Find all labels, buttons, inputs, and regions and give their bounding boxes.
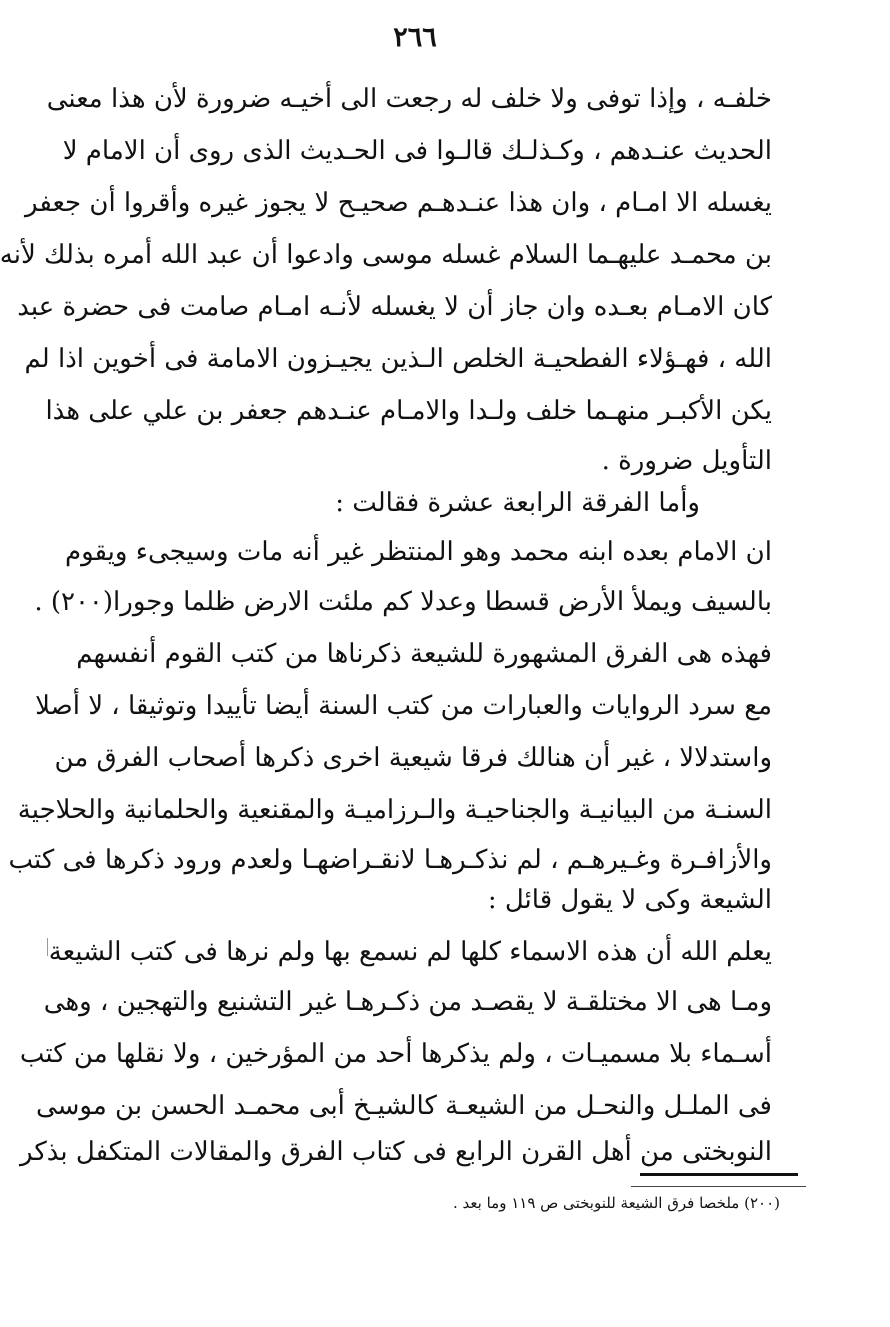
- text-line-6: الله ، فهـؤلاء الفطحيـة الخلص الـذين يجيـزون الامامة فى أخوين اذا لم: [24, 344, 772, 374]
- text-line-7: يكن الأكبـر منهـما خلف ولـدا والامـام عنـدهم جعفر بن علي على هذا: [45, 396, 772, 426]
- text-line-17: الشيعة وكى لا يقول قائل :: [487, 885, 772, 915]
- text-line-18: يعلم الله أن هذه الاسماء كلها لم نسمع بها ولم نرها فى كتب الشيعة: [48, 937, 772, 967]
- text-line-3: يغسله الا امـام ، وان هذا عنـدهـم صحيـح لا يجوز غيره وأقروا أن جعفر: [24, 188, 772, 218]
- text-line-8: التأويل ضرورة .: [601, 446, 772, 476]
- text-line-16: والأزافـرة وغـيرهـم ، لم نذكـرهـا لانقـراضهـا ولعدم ورود ذكرها فى كتب: [8, 845, 772, 875]
- text-line-1: خلفـه ، وإذا توفى ولا خلف له رجعت الى أخيـه ضرورة لأن هذا معنى: [46, 84, 772, 114]
- page-number: ٢٦٦: [393, 22, 437, 53]
- text-line-19: ومـا هى الا مختلقـة لا يقصـد من ذكـرهـا غير التشنيع والتهجين ، وهى: [43, 987, 772, 1017]
- text-line-10: ان الامام بعده ابنه محمد وهو المنتظر غير أنه مات وسيجىء ويقوم: [64, 537, 772, 567]
- text-line-20: أسـماء بلا مسميـات ، ولم يذكرها أحد من المؤرخين ، ولا نقلها من كتب: [19, 1039, 772, 1069]
- text-line-15: السنـة من البيانيـة والجناحيـة والـرزاميـة والمقنعية والحلمانية والحلاجية: [17, 795, 772, 825]
- text-line-21: فى الملـل والنحـل من الشيعـة كالشيـخ أبى محمـد الحسن بن موسى: [35, 1091, 772, 1121]
- text-line-12: فهذه هى الفرق المشهورة للشيعة ذكرناها من كتب القوم أنفسهم: [76, 639, 772, 669]
- text-line-22: النوبختى من أهل القرن الرابع فى كتاب الفرق والمقالات المتكفل بذكر: [20, 1137, 772, 1167]
- text-line-11: بالسيف ويملأ الأرض قسطا وعدلا كم ملئت الارض ظلما وجورا(٢٠٠) .: [34, 587, 772, 617]
- text-line-13: مع سرد الروايات والعبارات من كتب السنة أيضا تأييدا وتوثيقا ، لا أصلا: [35, 691, 772, 721]
- section-heading: وأما الفرقة الرابعة عشرة فقالت :: [335, 488, 700, 518]
- text-line-4: بن محمـد عليهـما السلام غسله موسى وادعوا أن عبد الله أمره بذلك لأنه: [0, 240, 772, 270]
- text-line-5: كان الامـام بعـده وان جاز أن لا يغسله لأنـه امـام صامت فى حضرة عبد: [17, 292, 772, 322]
- text-line-14: واستدلالا ، غير أن هنالك فرقا شيعية اخرى ذكرها أصحاب الفرق من: [54, 743, 772, 773]
- margin-mark: [47, 938, 48, 956]
- underline-mark: [640, 1173, 798, 1176]
- text-line-2: الحديث عنـدهم ، وكـذلـك قالـوا فى الحـديث الذى روى أن الامام لا: [62, 136, 772, 166]
- footnote-separator: [631, 1186, 806, 1187]
- footnote: (٢٠٠) ملخصا فرق الشيعة للنوبختى ص ١١٩ وما بعد .: [453, 1194, 780, 1212]
